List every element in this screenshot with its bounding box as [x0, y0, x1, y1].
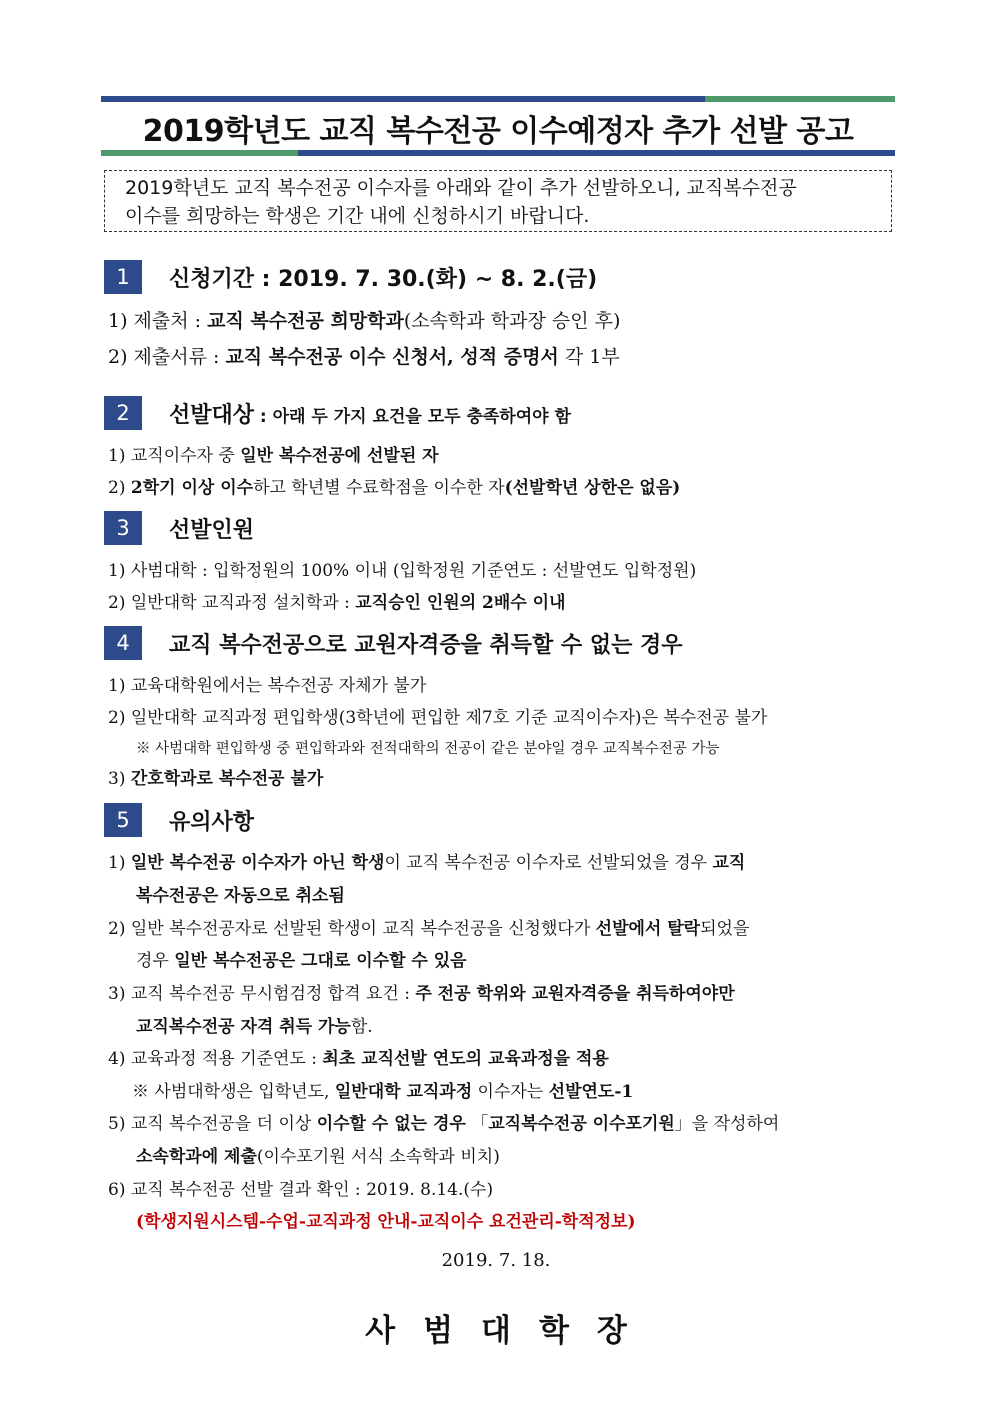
text: 함. — [350, 1017, 373, 1037]
section-5-item-2-cont — [136, 946, 467, 971]
text-bold: 교직 복수전공 희망학과 — [207, 310, 404, 332]
title-banner — [101, 96, 895, 156]
text-bold: 일반 복수전공은 그대로 이수할 수 있음 — [174, 951, 467, 971]
text-bold: 선발에서 탈락 — [595, 919, 701, 939]
section-2-title — [169, 398, 571, 429]
text-bold: 주 전공 학위와 교원자격증을 취득하여야만 — [415, 984, 735, 1004]
intro-box — [104, 170, 892, 232]
text-bold: 복수전공은 자동으로 취소됨 — [136, 886, 345, 906]
section-4-header — [104, 626, 683, 660]
text: (이수포기원 서식 소속학과 비치) — [256, 1147, 500, 1167]
section-5-number: 5 — [104, 803, 142, 837]
text-bold: 교직 복수전공 이수 신청서, 성적 증명서 — [225, 346, 559, 368]
section-5-item-5-cont — [136, 1142, 500, 1167]
page-title: 2019학년도 교직 복수전공 이수예정자 추가 선발 공고 — [142, 114, 854, 149]
text: 」을 작성하여 — [674, 1114, 780, 1134]
text: 이 교직 복수전공 이수자로 선발되었을 경우 — [384, 853, 713, 873]
section-1-title: 신청기간 : 2019. 7. 30.(화) ~ 8. 2.(금) — [169, 266, 598, 292]
section-4-item-3 — [108, 764, 323, 789]
title-bar-top-green — [705, 96, 895, 102]
section-1-number: 1 — [104, 260, 142, 294]
text-bold: 간호학과로 복수전공 불가 — [130, 769, 324, 789]
section-5-item-3 — [108, 979, 735, 1004]
text-bold: 교직복수전공 자격 취득 가능 — [136, 1017, 351, 1037]
section-3-header — [104, 511, 254, 545]
section-2-item-2 — [108, 473, 680, 498]
section-3-item-1: 1) 사범대학 : 입학정원의 100% 이내 (입학정원 기준연도 : 선발연도 입학정원) — [108, 561, 697, 581]
section-5-header — [104, 803, 254, 837]
section-2-item-1 — [108, 441, 439, 466]
section-5-item-2 — [108, 914, 749, 939]
document-date: 2019. 7. 18. — [441, 1250, 551, 1271]
text: 되었을 — [700, 919, 750, 939]
text: 1) — [108, 853, 131, 873]
section-1-item-1 — [108, 306, 620, 333]
text: 3) 교직 복수전공 무시험검정 합격 요건 : — [108, 984, 416, 1004]
section-4-item-1: 1) 교육대학원에서는 복수전공 자체가 불가 — [108, 676, 427, 696]
text: 3) — [108, 769, 131, 789]
text-bold: 소속학과에 제출 — [136, 1147, 257, 1167]
text: 각 1부 — [558, 346, 620, 368]
section-1-item-2 — [108, 342, 620, 369]
text-bold: 최초 교직선발 연도의 교육과정을 적용 — [322, 1049, 609, 1069]
text-bold: 일반대학 교직과정 — [334, 1082, 473, 1102]
text: 2) 제출서류 : — [108, 346, 226, 368]
section-2-title-sub: : 아래 두 가지 요건을 모두 충족하여야 함 — [254, 406, 571, 427]
section-2-header — [104, 396, 571, 430]
title-bar-bottom-blue — [298, 150, 895, 156]
text: 「 — [465, 1114, 489, 1134]
text: 2) 일반 복수전공자로 선발된 학생이 교직 복수전공을 신청했다가 — [108, 919, 596, 939]
section-5-item-1 — [108, 848, 745, 873]
text: 1) 교직이수자 중 — [108, 446, 241, 466]
text: (소속학과 학과장 승인 후) — [403, 310, 621, 332]
text: 1) 제출처 : — [108, 310, 208, 332]
section-2-number: 2 — [104, 396, 142, 430]
title-bar-top-blue — [101, 96, 705, 102]
section-4-note: ※ 사범대학 편입학생 중 편입학과와 전적대학의 전공이 같은 분야일 경우 교직복수전공 가능 — [136, 741, 720, 757]
section-1-header — [104, 260, 597, 294]
section-5-item-1-cont — [136, 881, 345, 906]
section-4-item-2: 2) 일반대학 교직과정 편입학생(3학년에 편입한 제7호 기준 교직이수자)은 복수전공 불가 — [108, 708, 768, 728]
section-5-item-4-note — [132, 1077, 633, 1102]
text-bold: 일반 복수전공에 선발된 자 — [240, 446, 439, 466]
text-bold: 일반 복수전공 이수자가 아닌 학생 — [130, 853, 385, 873]
section-5-item-4 — [108, 1044, 609, 1069]
text-bold: 교직 — [712, 853, 746, 873]
intro-line-2: 이수를 희망하는 학생은 기간 내에 신청하시기 바랍니다. — [125, 205, 590, 227]
section-2-title-main: 선발대상 — [169, 402, 255, 428]
text: 6) 교직 복수전공 선발 결과 확인 : — [108, 1180, 367, 1200]
text-bold: 선발연도-1 — [548, 1082, 634, 1102]
text-bold: 교직승인 인원의 2배수 이내 — [355, 593, 566, 613]
section-5-item-5 — [108, 1109, 779, 1134]
text: 2019. 8.14.(수) — [366, 1180, 494, 1200]
section-5-title: 유의사항 — [169, 809, 255, 835]
section-3-item-2 — [108, 588, 566, 613]
section-4-number: 4 — [104, 626, 142, 660]
text-bold: 교직복수전공 이수포기원 — [488, 1114, 675, 1134]
text: 4) 교육과정 적용 기준연도 : — [108, 1049, 323, 1069]
section-3-number: 3 — [104, 511, 142, 545]
text: 이수자는 — [472, 1082, 549, 1102]
text: 경우 — [136, 951, 175, 971]
section-5-item-6-path: (학생지원시스템-수업-교직과정 안내-교직이수 요건관리-학적정보) — [136, 1212, 636, 1232]
text-bold: 2학기 이상 이수 — [130, 478, 254, 498]
section-5-item-6 — [108, 1175, 493, 1200]
signature: 사범대학장 — [365, 1313, 655, 1349]
text: ※ 사범대학생은 입학년도, — [132, 1082, 335, 1102]
text-bold: (선발학년 상한은 없음) — [504, 478, 681, 498]
section-4-title: 교직 복수전공으로 교원자격증을 취득할 수 없는 경우 — [169, 632, 683, 658]
text: 2) 일반대학 교직과정 설치학과 : — [108, 593, 356, 613]
section-5-item-3-cont — [136, 1012, 373, 1037]
text: 2) — [108, 478, 131, 498]
text: 5) 교직 복수전공을 더 이상 — [108, 1114, 317, 1134]
text: 하고 학년별 수료학점을 이수한 자 — [253, 478, 505, 498]
text-bold: 이수할 수 없는 경우 — [316, 1114, 466, 1134]
intro-line-1: 2019학년도 교직 복수전공 이수자를 아래와 같이 추가 선발하오니, 교직복수전공 — [125, 177, 797, 199]
section-3-title: 선발인원 — [169, 517, 255, 543]
title-bar-bottom-green — [101, 150, 298, 156]
